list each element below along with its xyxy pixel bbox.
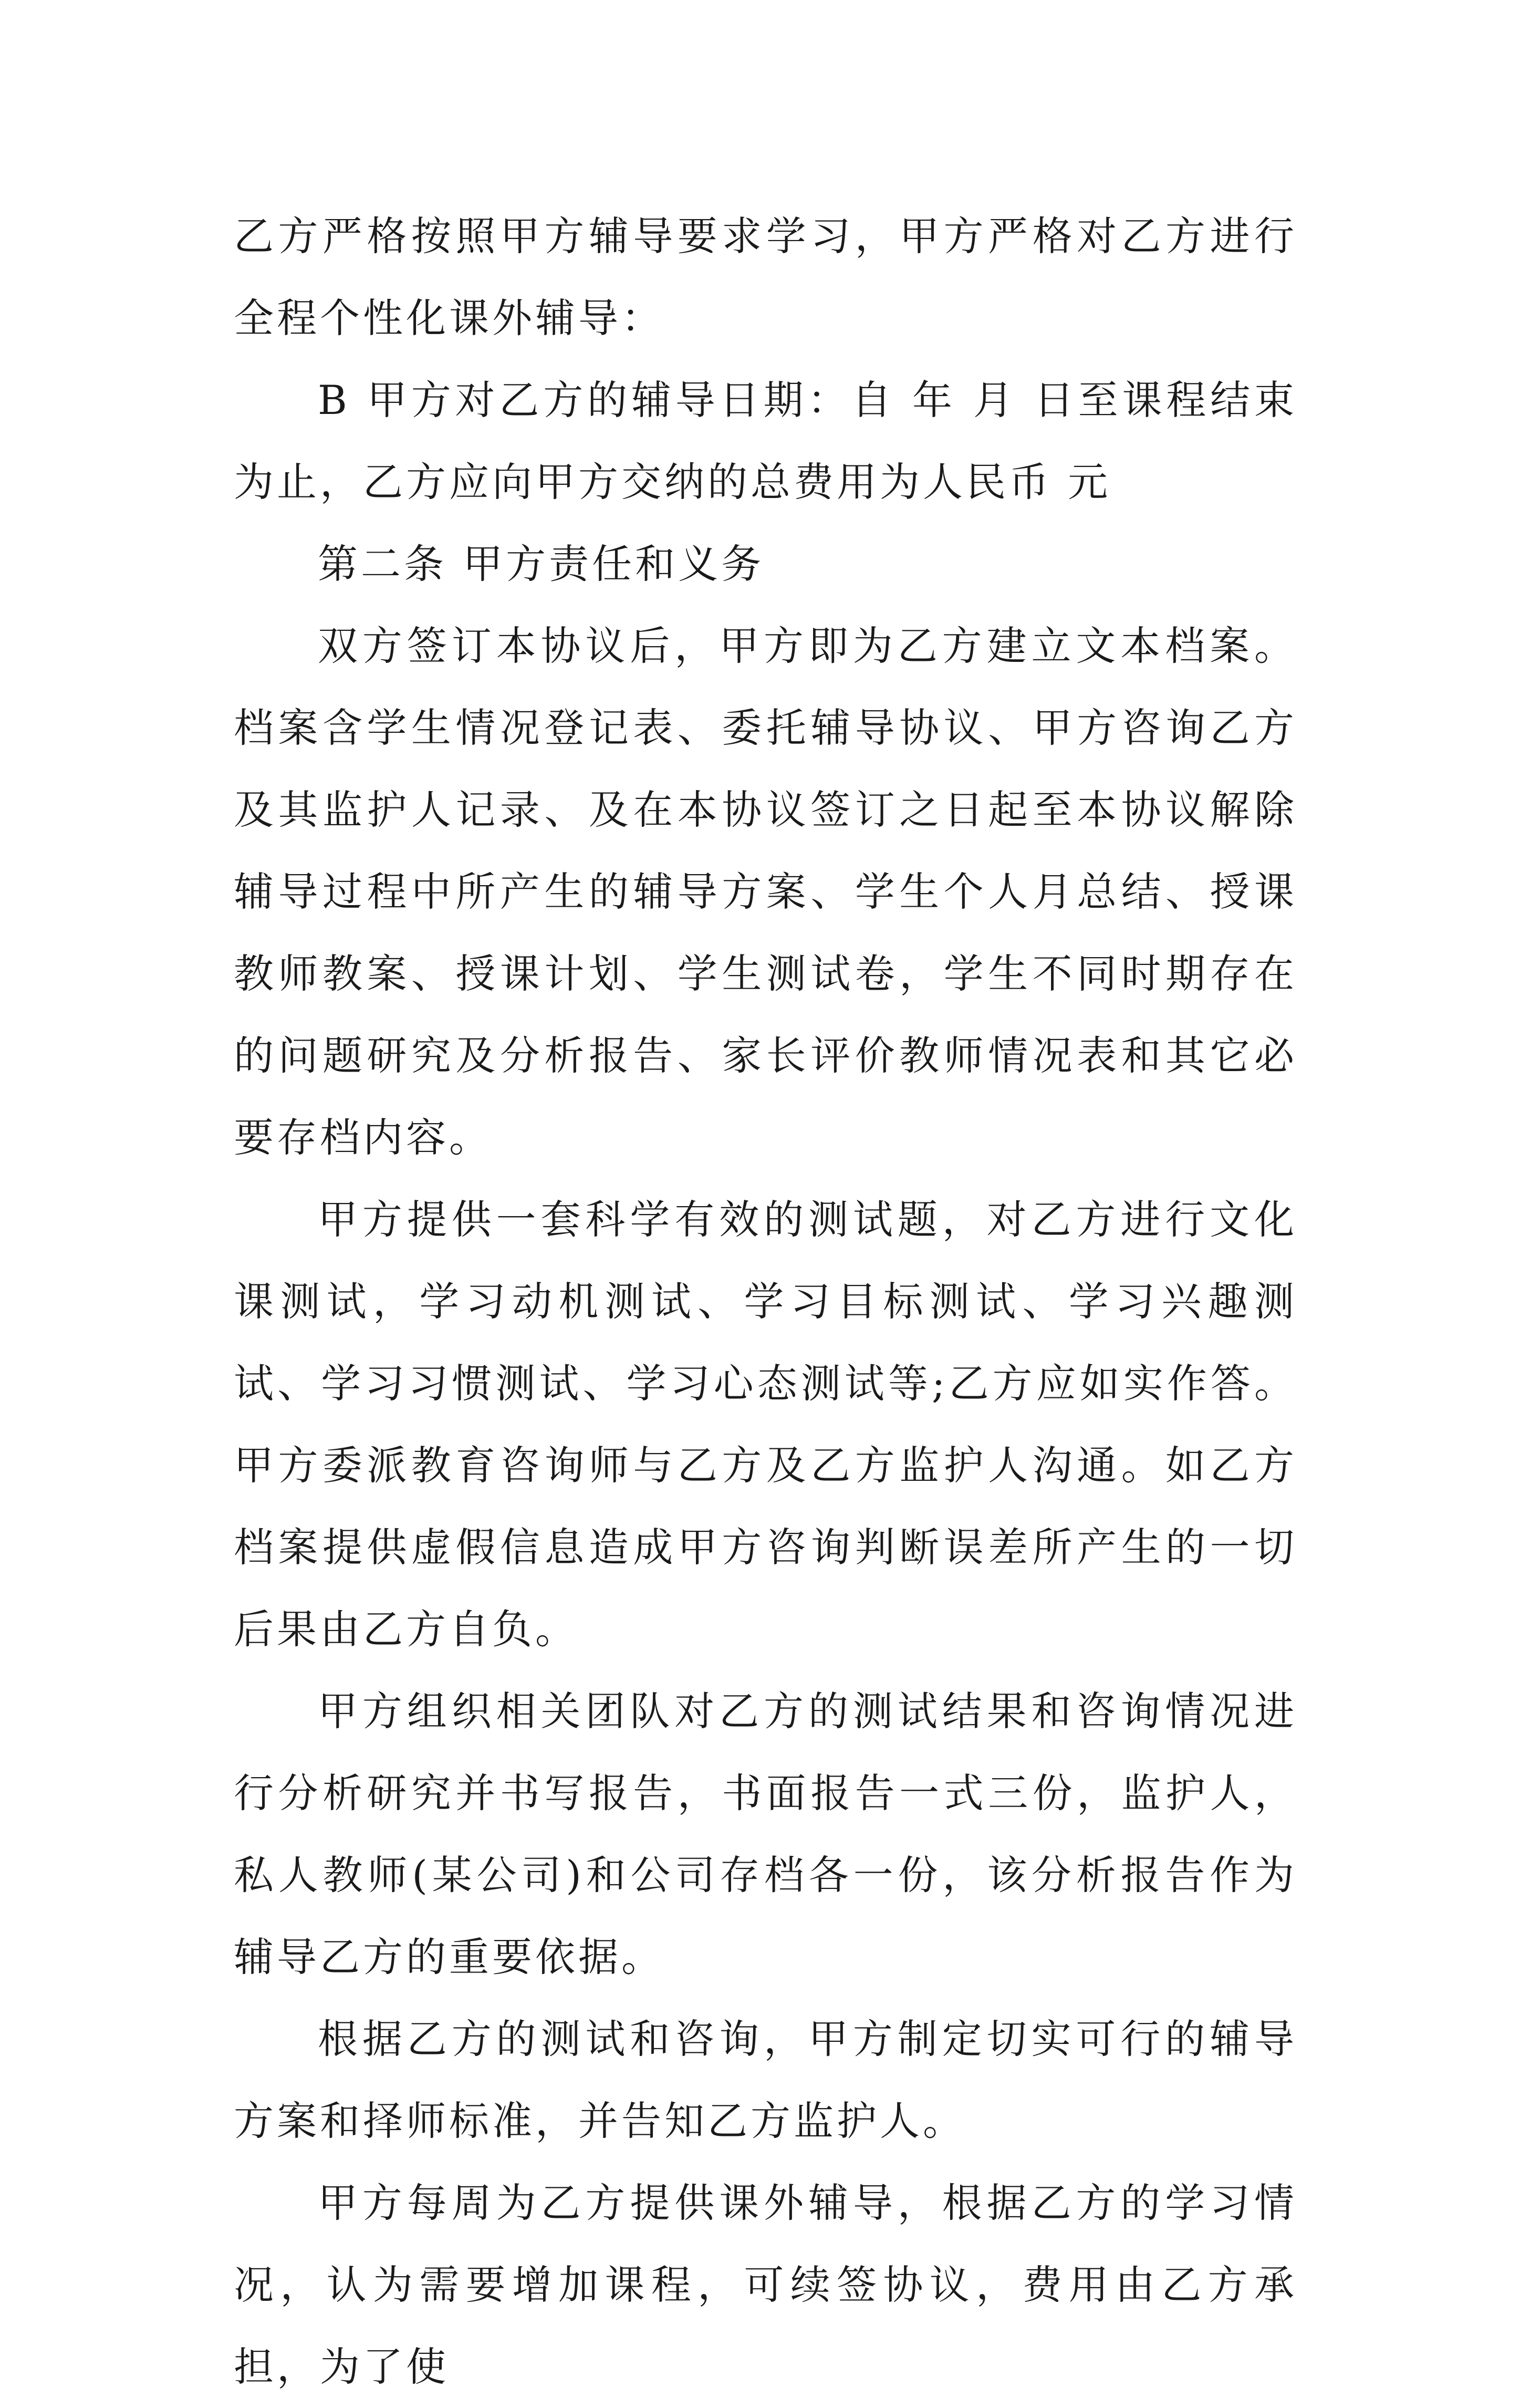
- paragraph-6: 根据乙方的测试和咨询，甲方制定切实可行的辅导方案和择师标准，并告知乙方监护人。: [234, 2016, 1297, 2144]
- section-heading-article-2: 第二条 甲方责任和义务: [318, 541, 765, 587]
- paragraph-3: 双方签订本协议后，甲方即为乙方建立文本档案。档案含学生情况登记表、委托辅导协议、甲方咨询乙方及其监护人记录、及在本协议签订之日起至本协议解除辅导过程中所产生的辅导方案、学生个人月总结、授课教师教案、授课计划、学生测试卷，学生不同时期存在的问题研究及分析报告、家长评价教师情况表和其它必要存档内容。: [234, 622, 1297, 1161]
- paragraph-1: 乙方严格按照甲方辅导要求学习，甲方严格对乙方进行全程个性化课外辅导：: [234, 213, 1297, 341]
- paragraph-5: 甲方组织相关团队对乙方的测试结果和咨询情况进行分析研究并书写报告，书面报告一式三份，监护人，私人教师(某公司)和公司存档各一份，该分析报告作为辅导乙方的重要依据。: [234, 1688, 1297, 1980]
- paragraph-7: 甲方每周为乙方提供课外辅导，根据乙方的学习情况，认为需要增加课程，可续签协议，费用由乙方承担，为了使: [234, 2179, 1297, 2390]
- paragraph-2: B 甲方对乙方的辅导日期：自 年 月 日至课程结束为止，乙方应向甲方交纳的总费用为人民币 元: [234, 377, 1297, 505]
- paragraph-4: 甲方提供一套科学有效的测试题，对乙方进行文化课测试，学习动机测试、学习目标测试、学习兴趣测试、学习习惯测试、学习心态测试等;乙方应如实作答。甲方委派教育咨询师与乙方及乙方监护人沟通。如乙方档案提供虚假信息造成甲方咨询判断误差所产生的一切后果由乙方自负。: [234, 1196, 1297, 1653]
- document-body: [234, 195, 1297, 2408]
